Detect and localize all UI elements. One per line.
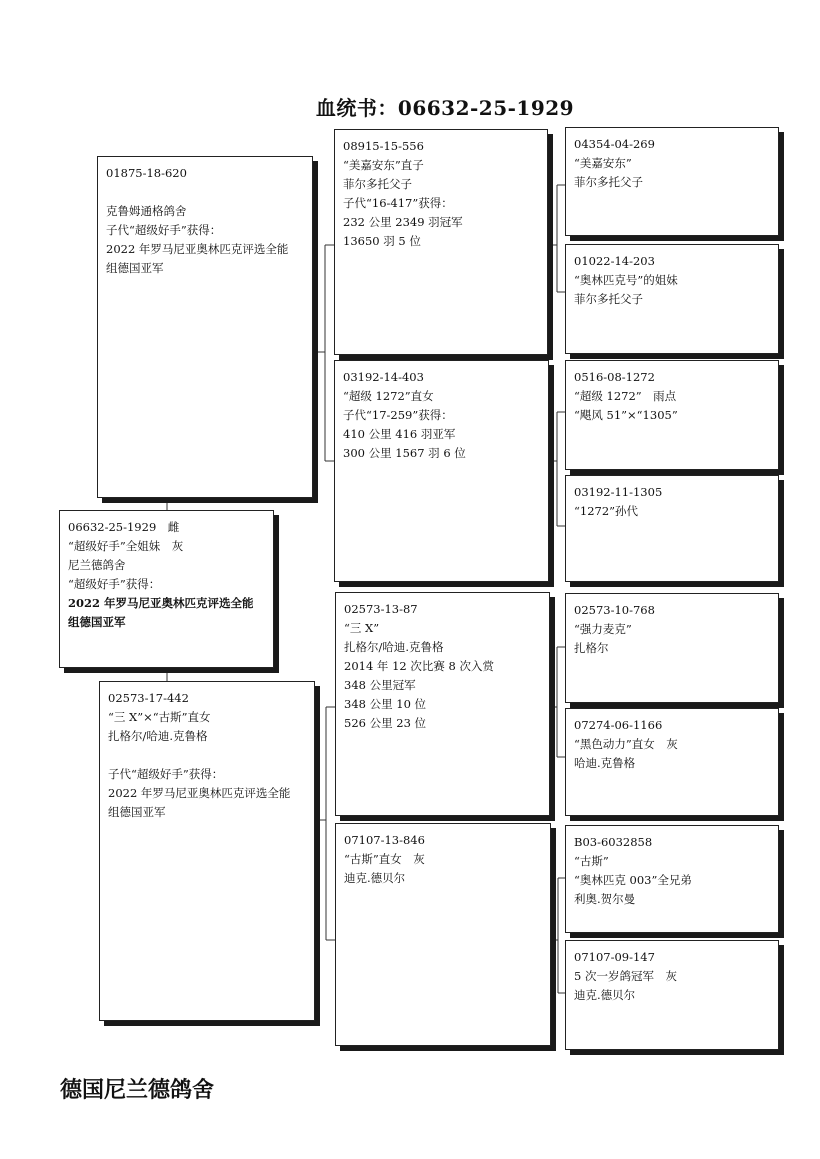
ring-number: 02573-13-87 [344,602,418,616]
dam-sire-card [335,592,550,816]
card-line: “强力麦克” [574,622,632,636]
card-line: 子代“17-259”获得： [343,408,453,422]
card-line: “古斯”直女 灰 [344,852,425,866]
dam-card [99,681,315,1021]
ring-number: 03192-14-403 [343,370,424,384]
subject-line: “超级好手”全姐妹 灰 [68,539,184,553]
dam-ring-number: 02573-17-442 [108,691,189,705]
dsd-card [565,708,779,816]
subject-card [59,510,274,668]
card-line: “美嘉安东” [574,156,632,170]
card-line: “飓风 51”×“1305” [574,408,678,422]
card-line: 526 公里 23 位 [344,716,427,730]
card-line: 13650 羽 5 位 [343,234,421,248]
subject-line: 2022 年罗马尼亚奥林匹克评选全能 [68,596,254,610]
ring-number: 07107-09-147 [574,950,655,964]
sire-line: 子代“超级好手”获得： [106,223,222,237]
card-line: 菲尔多托父子 [574,292,643,306]
sire-sire-card [334,129,548,355]
loft-name-footer: 德国尼兰德鸽舍 [60,1078,215,1103]
card-line: 子代“16-417”获得： [343,196,453,210]
sire-card [97,156,313,498]
card-line: 菲尔多托父子 [574,175,643,189]
ring-number: 02573-10-768 [574,603,655,617]
card-line: 利奥.贺尔曼 [574,892,636,906]
sire-line: 2022 年罗马尼亚奥林匹克评选全能 [106,242,289,256]
ddd-card [565,940,779,1050]
card-line: 扎格尔/哈迪.克鲁格 [344,640,444,654]
card-line: “超级 1272” 雨点 [574,389,677,403]
card-line: 迪克.德贝尔 [574,988,636,1002]
ring-number: 04354-04-269 [574,137,655,151]
card-line: 300 公里 1567 羽 6 位 [343,446,466,460]
card-line: 迪克.德贝尔 [344,871,406,885]
dam-line: 扎格尔/哈迪.克鲁格 [108,729,208,743]
card-line: 348 公里冠军 [344,678,416,692]
sss-card [565,127,779,236]
sdd-card [565,475,779,582]
sire-dam-card [334,360,549,582]
card-line: “三 X” [344,621,380,635]
card-line: 410 公里 416 羽亚军 [343,427,456,441]
card-line: 348 公里 10 位 [344,697,427,711]
dss-card [565,593,779,703]
sire-ring-number: 01875-18-620 [106,166,187,180]
ring-number: 08915-15-556 [343,139,424,153]
card-line: “奥林匹克号”的姐妹 [574,273,678,287]
ring-number: 07274-06-1166 [574,718,663,732]
dam-dam-card [335,823,551,1046]
card-line: “奥林匹克 003”全兄弟 [574,873,692,887]
dam-line: 子代“超级好手”获得： [108,767,224,781]
card-line: 菲尔多托父子 [343,177,412,191]
card-line: 哈迪.克鲁格 [574,756,636,770]
card-line: 232 公里 2349 羽冠军 [343,215,463,229]
card-line: “黑色动力”直女 灰 [574,737,678,751]
ring-number: 07107-13-846 [344,833,425,847]
card-line: “1272”孙代 [574,504,639,518]
card-line: 扎格尔 [574,641,609,655]
dam-line [108,746,306,765]
card-line: 2014 年 12 次比赛 8 次入赏 [344,659,494,673]
sds-card [565,360,779,470]
subject-line: 尼兰德鸽舍 [68,558,126,572]
card-line: “古斯” [574,854,609,868]
page-title: 血统书：06632-25-1929 [315,96,575,120]
subject-line: “超级好手”获得： [68,577,161,591]
sire-line: 组德国亚军 [106,261,164,275]
dam-line: “三 X”×“古斯”直女 [108,710,211,724]
ring-number: 01022-14-203 [574,254,655,268]
card-line: 5 次一岁鸽冠军 灰 [574,969,677,983]
ring-number: B03-6032858 [574,835,653,849]
card-line: “超级 1272”直女 [343,389,434,403]
dam-line: 组德国亚军 [108,805,166,819]
sire-line: 克鲁姆通格鸽舍 [106,204,187,218]
subject-ring-number: 06632-25-1929 雌 [68,520,180,534]
ring-number: 03192-11-1305 [574,485,663,499]
subject-line: 组德国亚军 [68,615,126,629]
ring-number: 0516-08-1272 [574,370,655,384]
dam-line: 2022 年罗马尼亚奥林匹克评选全能 [108,786,291,800]
card-line: “美嘉安东”直子 [343,158,424,172]
dds-card [565,825,779,933]
ssd-card [565,244,779,354]
sire-line [106,183,304,202]
